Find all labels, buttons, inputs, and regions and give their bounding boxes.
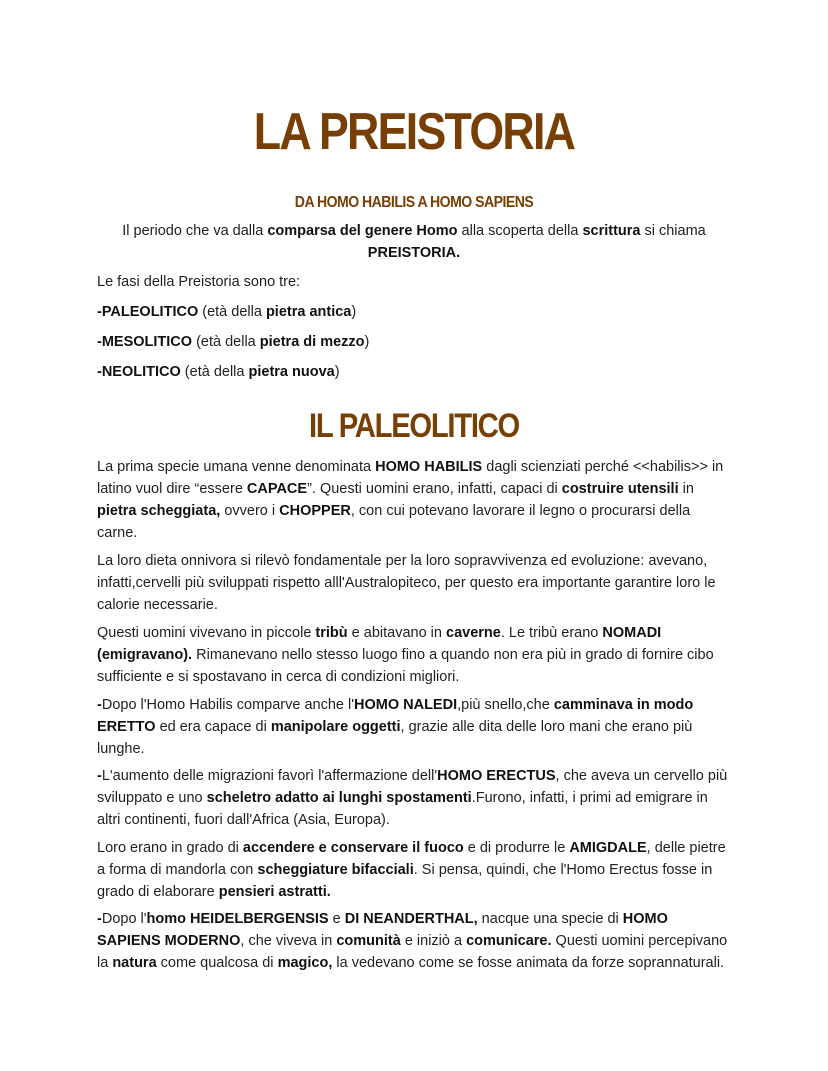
phase-name: -NEOLITICO <box>97 364 181 380</box>
text-run: la vedevano come se fosse animata da forze soprannaturali. <box>332 955 725 971</box>
paragraph-homo-erectus <box>97 765 731 831</box>
phase-item <box>97 301 356 323</box>
paragraph-fire <box>97 837 731 903</box>
phase-name: -MESOLITICO <box>97 334 193 350</box>
text-run: Questi uomini percepivano la <box>97 933 728 971</box>
bold-run: pietra nuova <box>248 364 335 380</box>
bold-run: - <box>97 697 102 713</box>
bold-run: pensieri astratti. <box>218 884 331 900</box>
text-run: ,più snello,che <box>457 697 554 713</box>
bold-run: magico, <box>277 955 333 971</box>
text-run: alla scoperta della <box>457 223 583 239</box>
paragraph-tribes <box>97 622 731 688</box>
text-run: Questi uomini vivevano in piccole <box>97 625 316 641</box>
text-run: , delle pietre a forma di mandorla con <box>97 840 726 878</box>
text-run: . Si pensa, quindi, che l'Homo Erectus fosse in grado di elaborare <box>97 862 713 900</box>
bold-run: DI NEANDERTHAL, <box>344 911 478 927</box>
text-run: e di produrre le <box>463 840 570 856</box>
text-run: Dopo l'Homo Habilis comparve anche l' <box>101 697 354 713</box>
bold-run: tribù <box>315 625 348 641</box>
text-run: (età della <box>180 364 249 380</box>
bold-run: CHOPPER <box>279 503 351 519</box>
bold-run: camminava in modo ERETTO <box>97 697 694 735</box>
bold-run: pietra scheggiata, <box>97 503 221 519</box>
page-subtitle: DA HOMO HABILIS A HOMO SAPIENS <box>294 194 534 211</box>
paragraph-homo-naledi <box>97 694 731 760</box>
intro-paragraph <box>91 220 737 264</box>
text-run: ) <box>351 304 357 320</box>
text-run: ovvero i <box>220 503 280 519</box>
bold-run: scheggiature bifacciali <box>257 862 414 878</box>
text-run: dagli scienziati perché <<habilis>> in latino vuol dire “essere <box>97 459 724 497</box>
bold-run: HOMO NALEDI <box>354 697 458 713</box>
text-run: Dopo l' <box>101 911 147 927</box>
text-run: , grazie alle dita delle loro mani che erano più lunghe. <box>97 719 693 757</box>
text-run: nacque una specie di <box>477 911 623 927</box>
bold-run: costruire utensili <box>561 481 679 497</box>
bold-run: pietra di mezzo <box>259 334 365 350</box>
bold-run: caverne <box>446 625 501 641</box>
text-run: Il periodo che va dalla <box>122 223 268 239</box>
text-run: (età della <box>192 334 260 350</box>
bold-run: - <box>97 911 102 927</box>
text-run: , che viveva in <box>240 933 337 949</box>
text-run: in <box>678 481 694 497</box>
section-title: IL PALEOLITICO <box>309 407 519 445</box>
text-run: e <box>328 911 345 927</box>
text-run: ) <box>334 364 340 380</box>
phase-name: -PALEOLITICO <box>97 304 199 320</box>
bold-run: comparsa del genere Homo <box>267 223 458 239</box>
text-run: (età della <box>198 304 266 320</box>
bold-run: PREISTORIA. <box>367 245 461 261</box>
bold-run: scheletro adatto ai lunghi spostamenti <box>206 790 472 806</box>
text-run: e iniziò a <box>400 933 467 949</box>
bold-run: comunità <box>336 933 401 949</box>
text-run: Loro erano in grado di <box>97 840 243 856</box>
phase-item <box>97 331 369 353</box>
bold-run: HOMO HABILIS <box>375 459 483 475</box>
phases-intro: Le fasi della Preistoria sono tre: <box>97 274 301 290</box>
text-run: L'aumento delle migrazioni favorì l'affermazione dell' <box>101 768 438 784</box>
bold-run: comunicare. <box>466 933 552 949</box>
text-run: Rimanevano nello stesso luogo fino a quando non era più in grado di fornire cibo sufficiente e si spostavano in cerca di condizioni migliori. <box>97 647 714 685</box>
text-run: ed era capace di <box>155 719 271 735</box>
bold-run: natura <box>112 955 157 971</box>
text-run: , che aveva un cervello più sviluppato e uno <box>97 768 728 806</box>
text-run: . Le tribù erano <box>500 625 603 641</box>
bold-run: pietra antica <box>265 304 352 320</box>
bold-run: manipolare oggetti <box>270 719 401 735</box>
text-run: , con cui potevano lavorare il legno o procurarsi della carne. <box>97 503 691 541</box>
paragraph-homo-habilis <box>97 456 731 544</box>
bold-run: AMIGDALE <box>569 840 647 856</box>
text-run: La prima specie umana venne denominata <box>97 459 376 475</box>
paragraph-diet: La loro dieta onnivora si rilevò fondamentale per la loro sopravvivenza ed evoluzione: avevano, infatti,cervelli più sviluppati rispetto alll'Australopiteco, per questo era importante garantire loro le calorie necessarie. <box>97 553 716 613</box>
bold-run: NOMADI (emigravano). <box>97 625 662 663</box>
text-run: .Furono, infatti, i primi ad emigrare in altri continenti, fuori dall'Africa (Asia, Europa). <box>97 790 708 828</box>
bold-run: - <box>97 768 102 784</box>
text-run: ”. Questi uomini erano, infatti, capaci di <box>307 481 562 497</box>
bold-run: HOMO SAPIENS MODERNO <box>97 911 668 949</box>
text-run: si chiama <box>640 223 706 239</box>
bold-run: accendere e conservare il fuoco <box>242 840 464 856</box>
phase-item <box>97 361 340 383</box>
page-title: LA PREISTORIA <box>253 103 575 161</box>
text-run: come qualcosa di <box>156 955 278 971</box>
bold-run: HOMO ERECTUS <box>437 768 556 784</box>
paragraph-homo-sapiens <box>97 908 731 974</box>
bold-run: CAPACE <box>246 481 308 497</box>
bold-run: scrittura <box>582 223 641 239</box>
text-run: ) <box>364 334 370 350</box>
bold-run: homo HEIDELBERGENSIS <box>146 911 329 927</box>
text-run: e abitavano in <box>347 625 446 641</box>
